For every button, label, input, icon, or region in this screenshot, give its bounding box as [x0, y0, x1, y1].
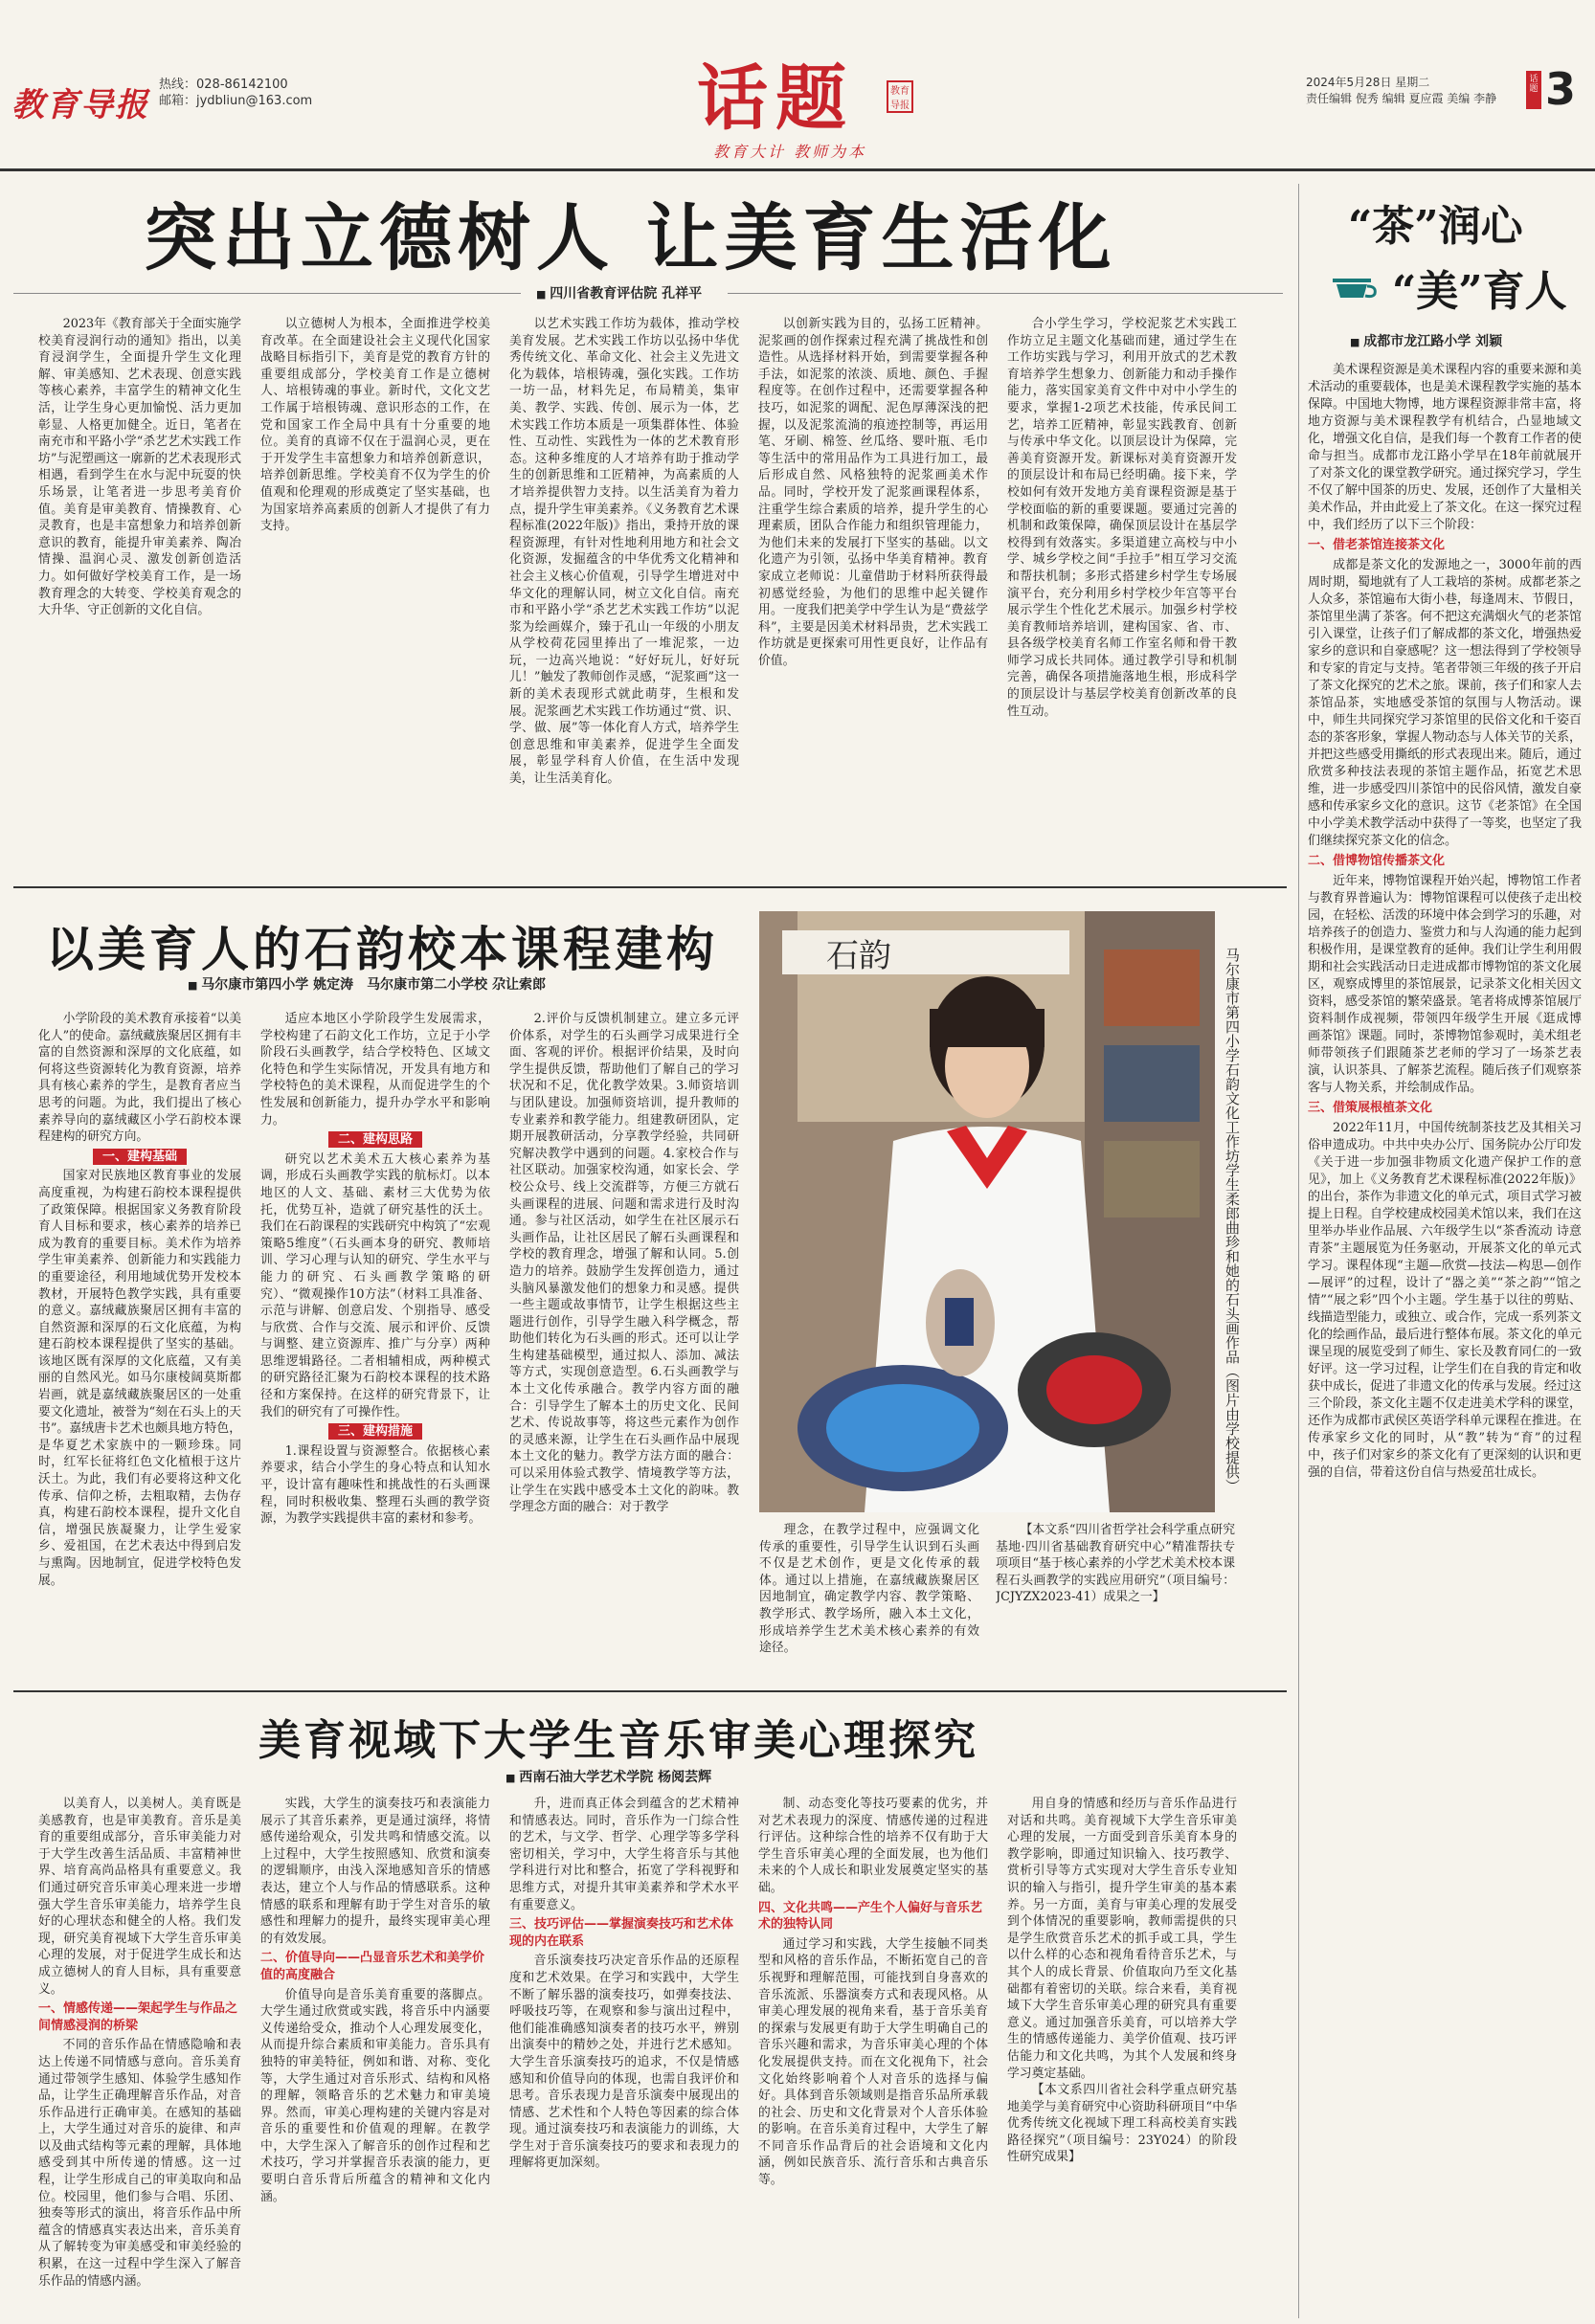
- article2-fund-note: 【本文系“四川省哲学社会科学重点研究基地·四川省基础教育研究中心”精准帮扶专项项目“基于核心素养的小学艺术美术校本课程石头画教学的实践应用研究”（项目编号：JCJYZX2023-41）成果之一】: [996, 1523, 1235, 1605]
- article3-fund-note: 【本文系四川省社会科学重点研究基地美学与美育研究中心资助科研项目“中华优秀传统文化视域下理工科高校美育实践路径探究”（项目编号：23Y024）的阶段性研究成果】: [1007, 2083, 1237, 2165]
- sidebar-heading-2: 二、借博物馆传播茶文化: [1308, 854, 1446, 868]
- article2-byline: ■ 马尔康市第四小学 姚定涛 马尔康市第二小学校 尕让索郎: [188, 974, 546, 994]
- article1-column-2: 以立德树人为根本，全面推进学校美育改革。在全面建设社会主义现代化国家战略目标指引下，美育是党的教育方针的重要组成部分，学校美育工作是立德树人、培根铸魂的事业。新时代，文化文艺工作属于培根铸魂、意识形态的工作，在党和国家工作全局中具有十分重要的地位。美育的真谛不仅在于温润心灵，更在于开发学生丰富想象力和培养创新意识，培养创新思维。学校美育不仅为学生的价值观和伦理观的形成奠定了坚实基础，也为国家培养高素质的创新人才提供了有力支持。: [260, 317, 490, 534]
- email-line: 邮箱：jydbliun@163.com: [159, 94, 313, 108]
- article2-column-3: 2.评价与反馈机制建立。建立多元评价体系，对学生的石头画学习成果进行全面、客观的评价。根据评价结果，及时向学生提供反馈，帮助他们了解自己的学习状况和不足，优化教学效果。3.师资培训与团队建设。加强师资培训，提升教师的专业素养和教学能力。组建教研团队，定期开展教研活动，分享教学经验，共同研究解决教学中遇到的问题。4.家校合作与社区联动。加强家校沟通，如家长会、学校公众号、线上交流群等，方便三方就石头画课程的进展、问题和需求进行及时沟通。参与社区活动，如学生在社区展示石头画作品，让社区居民了解石头画课程和学校的教育理念，增强了解和认同。5.创造力的培养。鼓励学生发挥创造力，通过头脑风暴激发他们的想象力和灵感。提供一些主题或故事情节，让学生根据这些主题进行创作，引导学生融入科学概念，帮助他们转化为石头画的形式。还可以让学生构建基础模型，通过拟人、添加、减法等方式，实现创意造型。6.石头画教学与本土文化传承融合。教学内容方面的融合：引导学生了解本土的历史文化、民间艺术、传说故事等，将这些元素作为创作的灵感来源，让学生在石头画作品中展现本土文化的魅力。教学方法方面的融合：可以采用体验式教学、情境教学等方法，让学生在实践中感受本土文化的韵味。教学理念方面的融合：对于教学: [509, 1012, 739, 1515]
- contact-info: [159, 77, 312, 109]
- article2-column-1: 小学阶段的美术教育承接着“以美化人”的使命。嘉绒藏族聚居区拥有丰富的自然资源和深厚的文化底蕴，如何将这些资源转化为教育资源，培养具有核心素养的学生，是教育者应当思考的问题。为此，我们提出了核心素养导向的嘉绒藏区小学石韵校本课程建构的研究方向。 一、建构基础 国家对民族地区教育事业的发展高度重视，为构建石韵校本课程提供了政策保障。根据国家义务教育阶段育人目标和要求，核心素养的培养已成为教育的重要目标。美术作为培养学生审美素养、创新能力和实践能力的重要途径，利用地域优势开发校本教材，开展特色教学实践，具有重要的意义。嘉绒藏族聚居区拥有丰富的自然资源和深厚的石文化底蕴，为构建石韵校本课程提供了坚实的基础。该地区既有深厚的文化底蕴，又有美丽的自然风光。如马尔康棱阔莫斯都岩画，就是嘉绒藏族聚居区的一处重要文化遗址，被誉为“刻在石头上的天书”。嘉绒唐卡艺术也颇具地方特色，是华夏艺术家族中的一颗珍珠。同时，红军长征将红色文化植根于这片沃土。为此，我们有必要将这种文化传承、信仰之桥，去粗取精，去伪存真，构建石韵校本课程，提升文化自信，增强民族凝聚力，让学生爱家乡、爱祖国，在艺术表达中得到启发与熏陶。因地制宜，促进学校特色发展。: [38, 1012, 241, 1588]
- article3-section-3-heading: 三、技巧评估——掌握演奏技巧和艺术体现的内在联系: [509, 1917, 734, 1949]
- sidebar-title-line1: “茶”润心: [1348, 202, 1523, 251]
- article2-column-2: 适应本地区小学阶段学生发展需求，学校构建了石韵文化工作坊，立足于小学阶段石头画教学，结合学校特色、区域文化特色和学生实际情况，开发具有地方和学校特色的美术课程，从而促进学生的个性发展和创新能力，提升办学水平和影响力。 二、建构思路 研究以艺术美术五大核心素养为基调，形成石头画教学实践的航标灯。以本地区的人文、基础、素材三大优势为依托，优势互补，造就了研究基性的沃土。我们在石韵课程的实践研究中构筑了“宏观策略5维度”（石头画本身的研究、教师培训、学习心理与认知的研究、学生水平与能力的研究、石头画教学策略的研究）、“微观操作10方法”（材料工具准备、示范与讲解、创意启发、个别指导、感受与欣赏、合作与交流、展示和评价、反馈与调整、建立资源库、推广与分享）两种思维逻辑路径。二者相辅相成，两种模式的研究路径汇聚为石韵校本课程的技术路径和方案保持。在这样的研究背景下，让我们的研究有了可操作性。 三、建构措施 1.课程设置与资源整合。依据核心素养要求，结合小学生的身心特点和认知水平，设计富有趣味性和挑战性的石头画课程，同时积极收集、整理石头画的教学资源，为教学实践提供丰富的素材和参考。: [260, 1012, 490, 1527]
- article2-section-3-heading: 三、建构措施: [328, 1423, 422, 1440]
- sidebar-heading-3: 三、借策展根植茶文化: [1308, 1101, 1433, 1115]
- sidebar-intro: 美术课程资源是美术课程内容的重要来源和美术活动的重要载体，也是美术课程教学实施的基本保障。中国地大物博，地方课程资源非常丰富，将地方资源与美术课程教学有机结合，凸显地域文化，增强文化自信，是我们每一个教育工作者的使命与担当。成都市龙江路小学早在18年前就展开了对茶文化的课堂教学研究。通过探究学习，学生不仅了解中国茶的历史、发展，还创作了大量相关美术作品，并由此爱上了茶文化。在这一探究过程中，我们经历了以下三个阶段：: [1308, 363, 1582, 532]
- page-number-block: [1526, 63, 1582, 115]
- sidebar-body: [1308, 362, 1582, 2314]
- article1-headline: 突出立德树人 让美育生活化: [144, 195, 1117, 280]
- article3-section-4-heading: 四、文化共鸣——产生个人偏好与音乐艺术的独特认同: [758, 1900, 983, 1933]
- masthead-rule: [0, 168, 1595, 171]
- article3-column-2: 实践，大学生的演奏技巧和表演能力展示了其音乐素养，更是通过演绎，将情感传递给观众，引发共鸣和情感交流。以上过程中，大学生按照感知、欣赏和演奏的逻辑顺序，由浅入深地感知音乐的情感表达，建立个人与作品的情感联系。这种情感的联系和理解有助于学生对音乐的敏感性和理解力的提升，最终实现审美心理的有效发展。 二、价值导向——凸显音乐艺术和美学价值的高度融合 价值导向是音乐美育重要的落脚点。大学生通过欣赏或实践，将音乐中内涵要义传递给受众，推动个人心理发展变化，从而提升综合素质和审美能力。音乐具有独特的审美特征，例如和谐、对称、变化等，大学生通过对音乐形式、结构和风格的理解，领略音乐的艺术魅力和审美境界。然而，审美心理构建的关键内容是对音乐的重要性和价值观的理解。在教学中，大学生深入了解音乐的创作过程和艺术技巧，学习并掌握音乐表演的能力，更要明白音乐背后所蕴含的精神和文化内涵。: [260, 1797, 490, 2204]
- newspaper-logo: 教育导报: [11, 86, 149, 124]
- article3-column-4: 制、动态变化等技巧要素的优劣，并对艺术表现力的深度、情感传递的过程进行评估。这种综合性的培养不仅有助于大学生音乐审美心理的全面发展，也为他们未来的个人成长和职业发展奠定坚实的基础。 四、文化共鸣——产生个人偏好与音乐艺术的独特认同 通过学习和实践，大学生接触不同类型和风格的音乐作品，不断拓宽自己的音乐视野和理解范围，可能找到自身喜欢的音乐流派、乐器演奏方式和表现风格。从审美心理发展的视角来看，基于音乐美育的探索与发展更有助于大学生明确自己的音乐兴趣和需求，为音乐审美心理的个体化发展提供支持。而在文化视角下，社会文化始终影响着个人对音乐的选择与偏好。具体到音乐领域则是指音乐品所承载的社会、历史和文化背景对个人音乐体验的影响。在音乐美育过程中，大学生了解不同音乐作品背后的社会语境和文化内涵，例如民族音乐、流行音乐和古典音乐等。: [758, 1797, 988, 2188]
- article1-byline: ■ 四川省教育评估院 孔祥平: [536, 283, 702, 302]
- article3-byline: ■ 西南石油大学艺术学院 杨阅芸辉: [505, 1767, 711, 1786]
- article3-section-1-heading: 一、情感传递——架起学生与作品之间情感浸润的桥梁: [38, 2001, 238, 2033]
- page-tag: 话题: [1526, 71, 1541, 109]
- teacup-icon: [1329, 273, 1386, 302]
- section-divider-2: [13, 1690, 1287, 1692]
- sidebar-title-line2: “美”育人: [1392, 267, 1567, 316]
- sidebar-section-3-body: 2022年11月，中国传统制茶技艺及其相关习俗申遗成功。中共中央办公厅、国务院办公厅印发《关于进一步加强非物质文化遗产保护工作的意见》，加上《义务教育艺术课程标准(2022年版)》的出台，茶作为非遗文化的单元式，项目式学习被提上日程。自学校建成校园美术馆以来，我们在这里举办毕业作品展、六年级学生以“茶香流动 诗意青茶”主题展览为任务驱动，开展茶文化的单元式学习。课程体现“主题—欣赏—技法—构思—创作—展评”的过程，设计了“器之美”“茶之韵”“馆之情”“展之彩”四个小主题。学生基于以往的剪贴、线描造型能力，或独立、或合作，完成一系列茶文化的绘画作品，最后进行整体布展。茶文化的单元课呈现的展览受到了师生、家长及教育同仁的一致好评。这一学习过程，让学生们在自我的肯定和收获中成长，促进了非遗文化的传承与发展。经过这三个阶段，茶文化主题不仅走进美术学科的课堂，还作为成都市武侯区英语学科单元课程在推进。在传承家乡文化的同时，从“教”转为“育”的过程中，孩子们对家乡的茶文化有了更深刻的认识和更强的自信，带着这份自信与热爱茁壮成长。: [1308, 1121, 1582, 1480]
- issue-date: 2024年5月28日 星期二: [1306, 76, 1430, 89]
- article1-column-3: 以艺术实践工作坊为载体，推动学校美育发展。艺术实践工作坊以弘扬中华优秀传统文化、革命文化、社会主义先进文化为载体，培根铸魂，强化实践。工作坊一坊一品，材料先足，布局精美，集审美、教学、实践、传创、展示为一体，艺术实践工作坊本质是一项集群体性、体验性、互动性、实践性为一体的艺术教育形态。这种多维度的人才培养有助于推动学生的创新思维和工匠精神，为高素质的人才培养提供智力支持。以生活美育为着力点，提升学生审美素养。《义务教育艺术课程标准(2022年版)》指出，秉持开放的课程资源理，有针对性地利用地方和社会文化资源，发掘蕴含的中华优秀文化精神和社会主义核心价值观，引导学生增进对中华文化的理解认同，树立文化自信。南充市和平路小学“杀艺艺术实践工作坊”以泥浆为绘画媒介，臻于孔山一年级的小朋友从学校荷花园里捧出了一堆泥浆，一边玩，一边高兴地说：“好好玩儿，好好玩儿！”触发了教师创作灵感，“泥浆画”这一新的美术表现形式就此萌芽，生根和发展。泥浆画艺术实践工作坊通过“赏、识、学、做、展”等一体化育人方式，培养学生创意思维和审美素养，促进学生全面发展，彰显学科育人价值，在生活中发现美，让生活美育化。: [509, 317, 739, 787]
- photo-caption-vertical: 马尔康市第四小学石韵文化工作坊学生柔郎曲珍和她的石头画作品（图片由学校提供）: [1224, 948, 1241, 1493]
- byline-rule-right: [728, 293, 1283, 294]
- article2-column-4: 理念，在教学过程中，应强调文化传承的重要性，引导学生认识到石头画不仅是艺术创作，更是文化传承的载体。通过以上措施，在嘉绒藏族聚居区因地制宜，确定教学内容、教学策略、教学形式、教学场所，融入本土文化，形成培养学生艺术美术核心素养的有效途径。: [759, 1523, 979, 1656]
- section-divider-1: [13, 886, 1287, 888]
- article1-column-4: 以创新实践为目的，弘扬工匠精神。泥浆画的创作探索过程充满了挑战性和创造性。从选择材料开始，到需要掌握各种手法，如泥浆的浓淡、质地、颜色、手握程度等。在创作过程中，还需要掌握各种技巧，如泥浆的调配、泥色厚薄深浅的把握，以及泥浆流淌的痕迹控制等，再运用笔、牙刷、棉签、丝瓜络、婴叶瓶、毛巾等生活中的常用品作为工具进行加工，最后形成自然、风格独特的泥浆画美术作品。同时，学校开发了泥浆画课程体系，注重学生综合素质的培养，提升学生的心理素质，团队合作能力和组织管理能力，为他们未来的发展打下坚实的基础。以文化遗产为引领，弘扬中华美育精神。教育家成立老师说：儿童借助于材料所获得最初感觉经验，为他们的思维中起关键作用。一度我们把美学中学生认为是“费兹学科”，主要是因美术材料昂贵，艺术实践工作坊就是更探索可用性更良好，让作品有价值。: [758, 317, 988, 668]
- article1-column-5: 合小学生学习，学校泥浆艺术实践工作坊立足主题文化基础而建，通过学生在工作坊实践与学习，利用开放式的艺术教育培养学生想象力、创新能力和动手操作能力，落实国家美育文件中对中小学生的要求，掌握1-2项艺术技能，传承民间工艺，培养工匠精神，彰显实践教育、创新与传承中华文化。以顶层设计为保障，完善美育资源开发。新课标对美育资源开发的顶层设计和布局已经明确。接下来，学校如何有效开发地方美育课程资源是基于学校面临的新的重要课题。要通过完善的机制和政策保障，确保顶层设计在基层学校得到有效落实。多渠道建立高校与中小学、城乡学校之间“手拉手”相互学习交流和帮扶机制；多形式搭建乡村学生专场展演平台，充分利用乡村学校少年宫等平台展示学生个性化艺术展示。加强乡村学校美育教师培养培训，建构国家、省、市、县各级学校美育名师工作室名师和骨干教师学习成长共同体。通过教学引导和机制完善，确保各项措施落地生根，形成科学的顶层设计与基层学校美育创新改革的良性互动。: [1007, 317, 1237, 719]
- section-slogan: 教育大计 教师为本: [713, 143, 867, 161]
- sidebar-byline: ■ 成都市龙江路小学 刘颖: [1350, 331, 1502, 350]
- sidebar-title: [1329, 191, 1578, 318]
- red-seal-stamp: 教育导报: [887, 80, 913, 113]
- article3-column-1: 以美育人，以美树人。美育既是美感教育，也是审美教育。音乐是美育的重要组成部分，音乐审美能力对于大学生改善生活品质、丰富精神世界、培育高尚品格具有重要意义。我们通过研究音乐审美心理来进一步增强大学生音乐审美能力，培养学生良好的心理状态和健全的人格。我们发现，研究美育视域下大学生音乐审美心理的发展，对于促进学生成长和达成立德树人的育人目标，具有重要意义。 一、情感传递——架起学生与作品之间情感浸润的桥梁 不同的音乐作品在情感隐喻和表达上传递不同情感与意向。音乐美育通过带领学生感知、体验学生感知作品，让学生正确理解音乐作品，对音乐作品进行正确审美。在感知的基础上，大学生通过对音乐的旋律、和声以及曲式结构等元素的理解，具体地感受到其中所传递的情感。这一过程，让学生形成自己的审美取向和品位。校园里，他们参与合唱、乐团、独奏等形式的演出，将音乐作品中所蕴含的情感真实表达出来，音乐美育从了解转变为审美感受和审美经验的积累，在这一过程中学生深入了解音乐作品的情感内涵。: [38, 1797, 241, 2289]
- article2-photo: [759, 911, 1215, 1512]
- article2-section-1-heading: 一、建构基础: [93, 1149, 187, 1165]
- article2-headline: 以美育人的石韵校本课程建构: [46, 921, 718, 977]
- sidebar-border: [1298, 184, 1299, 2318]
- article3-column-5: 用自身的情感和经历与音乐作品进行对话和共鸣。美育视域下大学生音乐审美心理的发展，一方面受到音乐美育本身的教学影响，即通过知识输入、技巧教学、赏析引导等方式实现对大学生音乐专业知识的输入与指引，提升学生审美的基本素养。另一方面，美育与审美心理的发展受到个体情况的重要影响，教师需提供的只是学生欣赏音乐艺术的抓手或工具，学生以什么样的心态和视角看待音乐艺术，与其个人的成长背景、价值取向乃至文化基础都有着密切的关联。综合来看，美育视域下大学生音乐审美心理的研究具有重要意义。通过加强音乐美育，可以培养大学生的情感传递能力、美学价值观、技巧评估能力和文化共鸣，为其个人发展和终身学习奠定基础。 【本文系四川省社会科学重点研究基地美学与美育研究中心资助科研项目“中华优秀传统文化视域下理工科高校美育实践路径探究”（项目编号：23Y024）的阶段性研究成果】: [1007, 1797, 1237, 2165]
- sidebar-heading-1: 一、借老茶馆连接茶文化: [1308, 538, 1446, 552]
- section-topic-title: 话题: [697, 57, 854, 140]
- article3-headline: 美育视域下大学生音乐审美心理探究: [258, 1716, 978, 1765]
- svg-text:石韵: 石韵: [826, 937, 891, 975]
- article1-column-1: 2023年《教育部关于全面实施学校美育浸润行动的通知》指出，以美育浸润学生，全面提升学生文化理解、审美感知、艺术表现、创意实践等核心素养，丰富学生的精神文化生活，让学生身心更加愉悦、活力更加彰显、人格更加健全。近日，笔者在南充市和平路小学“杀艺艺术实践工作坊”与泥塑画这一廓新的艺术表现形式相遇，看到学生在水与泥中玩耍的快乐场景，让笔者进一步思考美育价值。美育是审美教育、情操教育、心灵教育，也是丰富想象力和培养创新意识的教育，能提升审美素养、陶冶情操、温润心灵、激发创新创造活力。如何做好学校美育工作，是一场教育理念的大转变、学校美育观念的大升华、守正创新的文化自信。: [38, 317, 241, 618]
- article2-section-2-heading: 二、建构思路: [328, 1131, 422, 1148]
- sidebar-section-2-body: 近年来，博物馆课程开始兴起，博物馆工作者与教育界普遍认为：博物馆课程可以使孩子走出校园，在轻松、活泼的环境中体会到学习的乐趣，对培养孩子的创造力、鉴赏力和与人沟通的能力起到积极作用，是课堂教育的延伸。我们让学生利用假期和社会实践活动日走进成都市博物馆的茶文化展区，观察成博里的茶馆展景，记录茶文化相关因文资料，感受茶馆的繁荣盛景。笔者将成博茶馆展厅资料制作成视频，带领四年级学生开展《逛成博 画茶馆》课题。同时，茶博物馆参观时，美术组老师带领孩子们跟随茶艺老师的学习了一场茶艺表演，认识茶具、了解茶艺流程。随后孩子们观察茶客与人物关系，并绘制成作品。: [1308, 874, 1582, 1095]
- article3-section-2-heading: 二、价值导向——凸显音乐艺术和美学价值的高度融合: [260, 1951, 485, 1982]
- sidebar-section-1-body: 成都是茶文化的发源地之一，3000年前的西周时期，蜀地就有了人工栽培的茶树。成都老茶之人众多，茶馆遍布大街小巷，每逢周末、节假日，茶馆里坐满了茶客。何不把这充满烟火气的老茶馆引入课堂，让孩子们了解成都的茶文化，增强热爱家乡的意识和自豪感呢？这一想法得到了学校领导和专家的肯定与支持。笔者带领三年级的孩子开启了茶文化探究的艺术之旅。课前，孩子们和家人去茶馆品茶，实地感受茶馆的氛围与人物活动。课中，师生共同探究学习茶馆里的民俗文化和千姿百态的茶客形象，掌握人物动态与人体关节的关系，并把这些感受用撕纸的形式表现出来。随后，通过欣赏多种技法表现的茶馆主题作品，拓宽艺术思维，进一步感受四川茶馆中的民俗风情，激发自豪感和传承家乡文化的意识。这节《老茶馆》在全国中小学美术教学活动中获得了一等奖，也坚定了我们继续探究茶文化的信念。: [1308, 558, 1582, 848]
- byline-rule-left: [13, 293, 521, 294]
- page-number: 3: [1545, 63, 1577, 115]
- phone-line: 热线：028-86142100: [159, 78, 288, 92]
- editor-credits: 责任编辑 倪秀 编辑 夏应霞 美编 李静: [1306, 92, 1497, 105]
- article3-column-3: 升，进而真正体会到蕴含的艺术精神和情感表达。同时，音乐作为一门综合性的艺术，与文学、哲学、心理学等多学科密切相关，学习中，大学生将音乐与其他学科进行对比和整合，拓宽了学科视野和思维方式，对提升其审美素养和学术水平有重要意义。 三、技巧评估——掌握演奏技巧和艺术体现的内在联系 音乐演奏技巧决定音乐作品的还原程度和艺术效果。在学习和实践中，大学生不断了解乐器的演奏技巧，如弹奏技法、呼吸技巧等，在观察和参与演出过程中，他们能准确感知演奏者的技巧水平，辨别出演奏中的精妙之处，并进行艺术感知。大学生音乐演奏技巧的追求，不仅是情感感知和价值导向的体现，也需自我评价和思考。音乐表现力是音乐演奏中展现出的情感、艺术性和个人特色等因素的综合体现。通过演奏技巧和表演能力的训练，大学生对于音乐演奏技巧的要求和表现力的理解将更加深刻。: [509, 1797, 739, 2171]
- issue-info: [1306, 75, 1496, 107]
